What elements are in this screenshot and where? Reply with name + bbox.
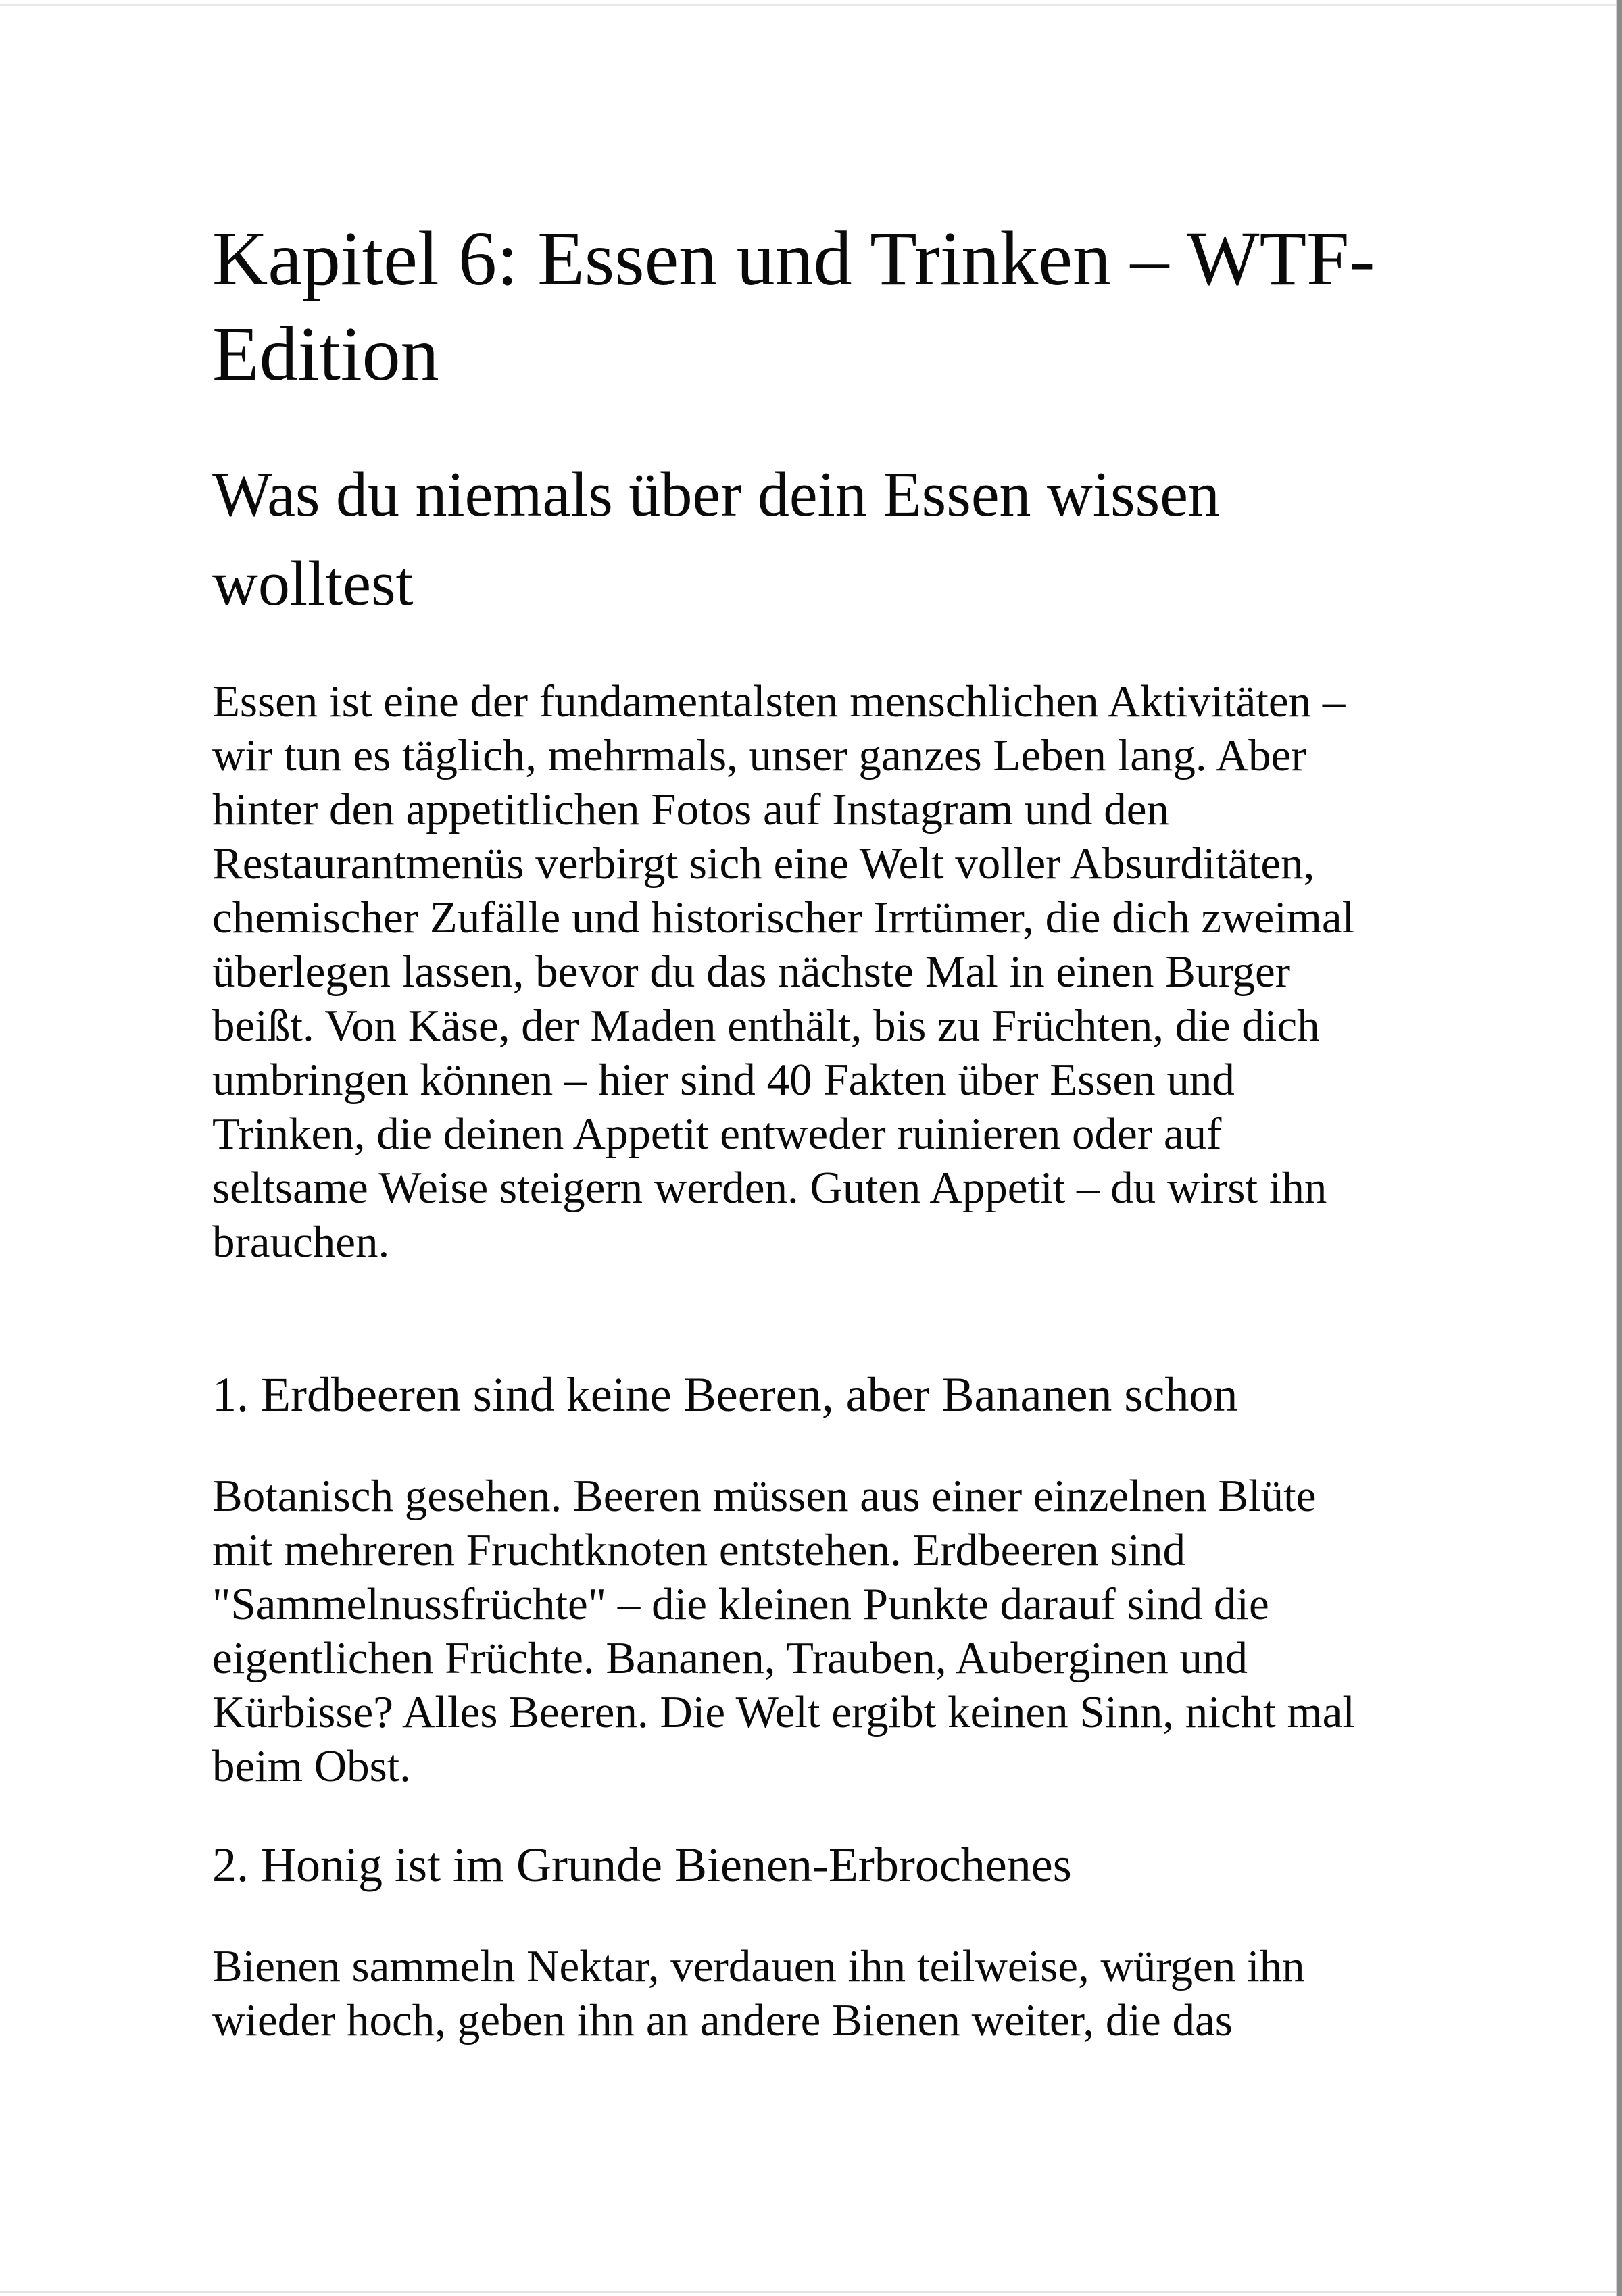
text-line: eigentlichen Früchte. Bananen, Trauben, Auberginen und bbox=[212, 1633, 1248, 1683]
text-line: Was du niemals über dein Essen wissen bbox=[212, 459, 1220, 530]
section-1-heading: 1. Erdbeeren sind keine Beeren, aber Bananen schon bbox=[212, 1368, 1238, 1422]
text-line: beißt. Von Käse, der Maden enthält, bis zu Früchten, die dich bbox=[212, 1001, 1320, 1051]
text-line: brauchen. bbox=[212, 1217, 390, 1267]
text-line: seltsame Weise steigern werden. Guten Appetit – du wirst ihn bbox=[212, 1163, 1327, 1213]
text-line: Edition bbox=[212, 311, 439, 397]
text-line: Botanisch gesehen. Beeren müssen aus einer einzelnen Blüte bbox=[212, 1471, 1317, 1521]
text-line: Bienen sammeln Nektar, verdauen ihn teilweise, würgen ihn bbox=[212, 1941, 1305, 1991]
text-line: mit mehreren Fruchtknoten entstehen. Erdbeeren sind bbox=[212, 1525, 1186, 1575]
section-2-paragraph bbox=[212, 1939, 1446, 2047]
text-line: wir tun es täglich, mehrmals, unser ganzes Leben lang. Aber bbox=[212, 730, 1306, 780]
chapter-content bbox=[0, 211, 1622, 2047]
text-line: chemischer Zufälle und historischer Irrtümer, die dich zweimal bbox=[212, 893, 1355, 943]
text-line: umbringen können – hier sind 40 Fakten über Essen und bbox=[212, 1055, 1235, 1105]
text-line: wieder hoch, geben ihn an andere Bienen weiter, die das bbox=[212, 1995, 1233, 2045]
text-line: beim Obst. bbox=[212, 1741, 412, 1791]
chapter-title bbox=[212, 211, 1446, 401]
section-1-paragraph bbox=[212, 1469, 1446, 1793]
text-line: wolltest bbox=[212, 549, 414, 619]
chapter-subtitle bbox=[212, 450, 1446, 628]
section-2-heading: 2. Honig ist im Grunde Bienen-Erbrochenes bbox=[212, 1838, 1072, 1892]
text-line: Restaurantmenüs verbirgt sich eine Welt voller Absurditäten, bbox=[212, 839, 1315, 889]
page-top-border bbox=[0, 4, 1616, 6]
text-line: überlegen lassen, bevor du das nächste Mal in einen Burger bbox=[212, 947, 1291, 997]
intro-paragraph bbox=[212, 674, 1446, 1269]
text-line: Kürbisse? Alles Beeren. Die Welt ergibt keinen Sinn, nicht mal bbox=[212, 1687, 1355, 1737]
text-line: "Sammelnussfrüchte" – die kleinen Punkte darauf sind die bbox=[212, 1579, 1269, 1629]
text-line: hinter den appetitlichen Fotos auf Instagram und den bbox=[212, 784, 1169, 834]
text-line: Trinken, die deinen Appetit entweder ruinieren oder auf bbox=[212, 1109, 1222, 1159]
text-line: Essen ist eine der fundamentalsten menschlichen Aktivitäten – bbox=[212, 676, 1346, 726]
scrollbar[interactable] bbox=[1616, 0, 1622, 2296]
page-bottom-border bbox=[0, 2291, 1616, 2293]
text-line: Kapitel 6: Essen und Trinken – WTF- bbox=[212, 216, 1375, 301]
